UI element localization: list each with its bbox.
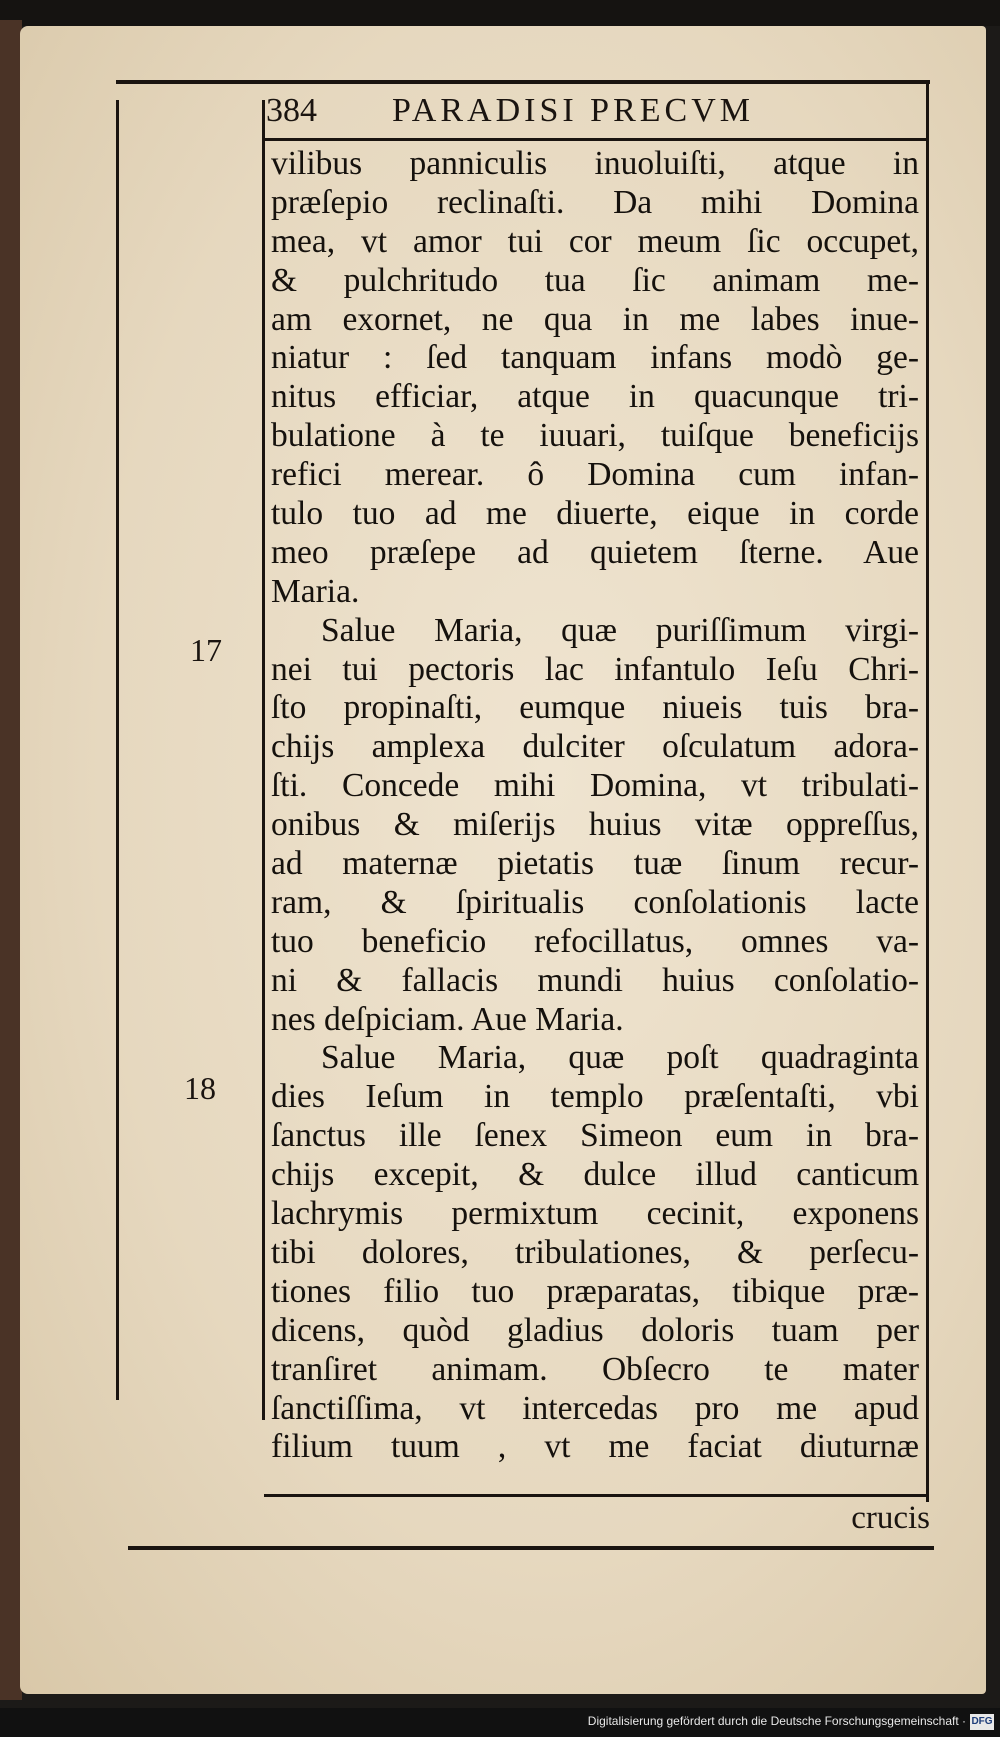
text-line: nes deſpiciam. Aue Maria. [271,1000,624,1038]
text-bottom-rule [264,1494,928,1497]
text-line: tiones filio tuo præparatas, tibique præ- [271,1272,919,1310]
text-line: præſepio reclinaſti. Da mihi Domina [271,183,919,221]
text-line: lachrymis permixtum cecinit, exponens [271,1195,919,1233]
inner-left-rule [262,100,265,1420]
text-line: ni & fallacis mundi huius conſolatio- [271,961,919,999]
text-line: nei tui pectoris lac infantulo Ieſu Chri- [271,650,919,688]
text-line: tulo tuo ad me diuerte, eique in corde [271,495,919,533]
text-line: refici merear. ô Domina cum infan- [271,456,919,494]
page-number: 384 [266,92,317,129]
text-line: ſanctiſſima, vt intercedas pro me apud [271,1389,919,1427]
bottom-frame-rule [128,1546,934,1550]
right-frame-rule [926,84,929,1502]
text-line: ſanctus ille ſenex Simeon eum in bra- [271,1117,919,1155]
text-line: dies Ieſum in templo præſentaſti, vbi [271,1078,919,1116]
text-line: chijs excepit, & dulce illud canticum [271,1156,919,1194]
top-frame-rule [116,80,930,84]
text-line: bulatione à te iuuari, tuiſque beneficijs [271,417,919,455]
text-line: am exornet, ne qua in me labes inue- [271,300,919,338]
text-line: tranſiret animam. Obſecro te mater [271,1350,919,1388]
margin-number: 18 [184,1070,216,1106]
body-text [271,145,919,1467]
text-line: & pulchritudo tua ſic animam me- [271,261,919,299]
text-line: chijs amplexa dulciter oſculatum adora- [271,728,919,766]
scan-top-edge [0,0,1000,26]
text-line: niatur : ſed tanquam infans modò ge- [271,339,919,377]
text-line: Maria. [271,572,360,610]
text-line: tuo beneficio refocillatus, omnes va- [271,922,919,960]
header-rule [264,138,928,141]
text-line: nitus efficiar, atque in quacunque tri- [271,378,919,416]
margin-number: 17 [190,632,222,668]
text-line: Salue Maria, quæ puriſſimum virgi- [321,611,919,649]
text-line: dicens, quòd gladius doloris tuam per [271,1311,919,1349]
text-line: Salue Maria, quæ poſt quadraginta [321,1039,919,1077]
dfg-logo: DFG [970,1714,994,1730]
text-line: ad maternæ pietatis tuæ ſinum recur- [271,845,919,883]
text-line: vilibus panniculis inuoluiſti, atque in [271,145,919,182]
text-line: ſto propinaſti, eumque niueis tuis bra- [271,689,919,727]
text-line: tibi dolores, tribulationes, & perſecu- [271,1233,919,1271]
catchword: crucis [851,1500,930,1536]
text-line: meo præſepe ad quietem ſterne. Aue [271,533,919,571]
digitization-credit: Digitalisierung gefördert durch die Deutsche Forschungsgemeinschaft · [587,1714,966,1728]
text-line: ſti. Concede mihi Domina, vt tribulati- [271,767,919,805]
text-line: filium tuum , vt me faciat diuturnæ [271,1428,919,1466]
outer-left-rule [116,100,119,1400]
book-cover-edge [0,20,22,1700]
text-line: ram, & ſpiritualis conſolationis lacte [271,883,919,921]
text-line: onibus & miſerijs huius vitæ oppreſſus, [271,806,919,844]
text-line: mea, vt amor tui cor meum ſic occupet, [271,222,919,260]
running-head: PARADISI PRECVM [392,92,754,129]
footer-strip [0,1708,1000,1737]
